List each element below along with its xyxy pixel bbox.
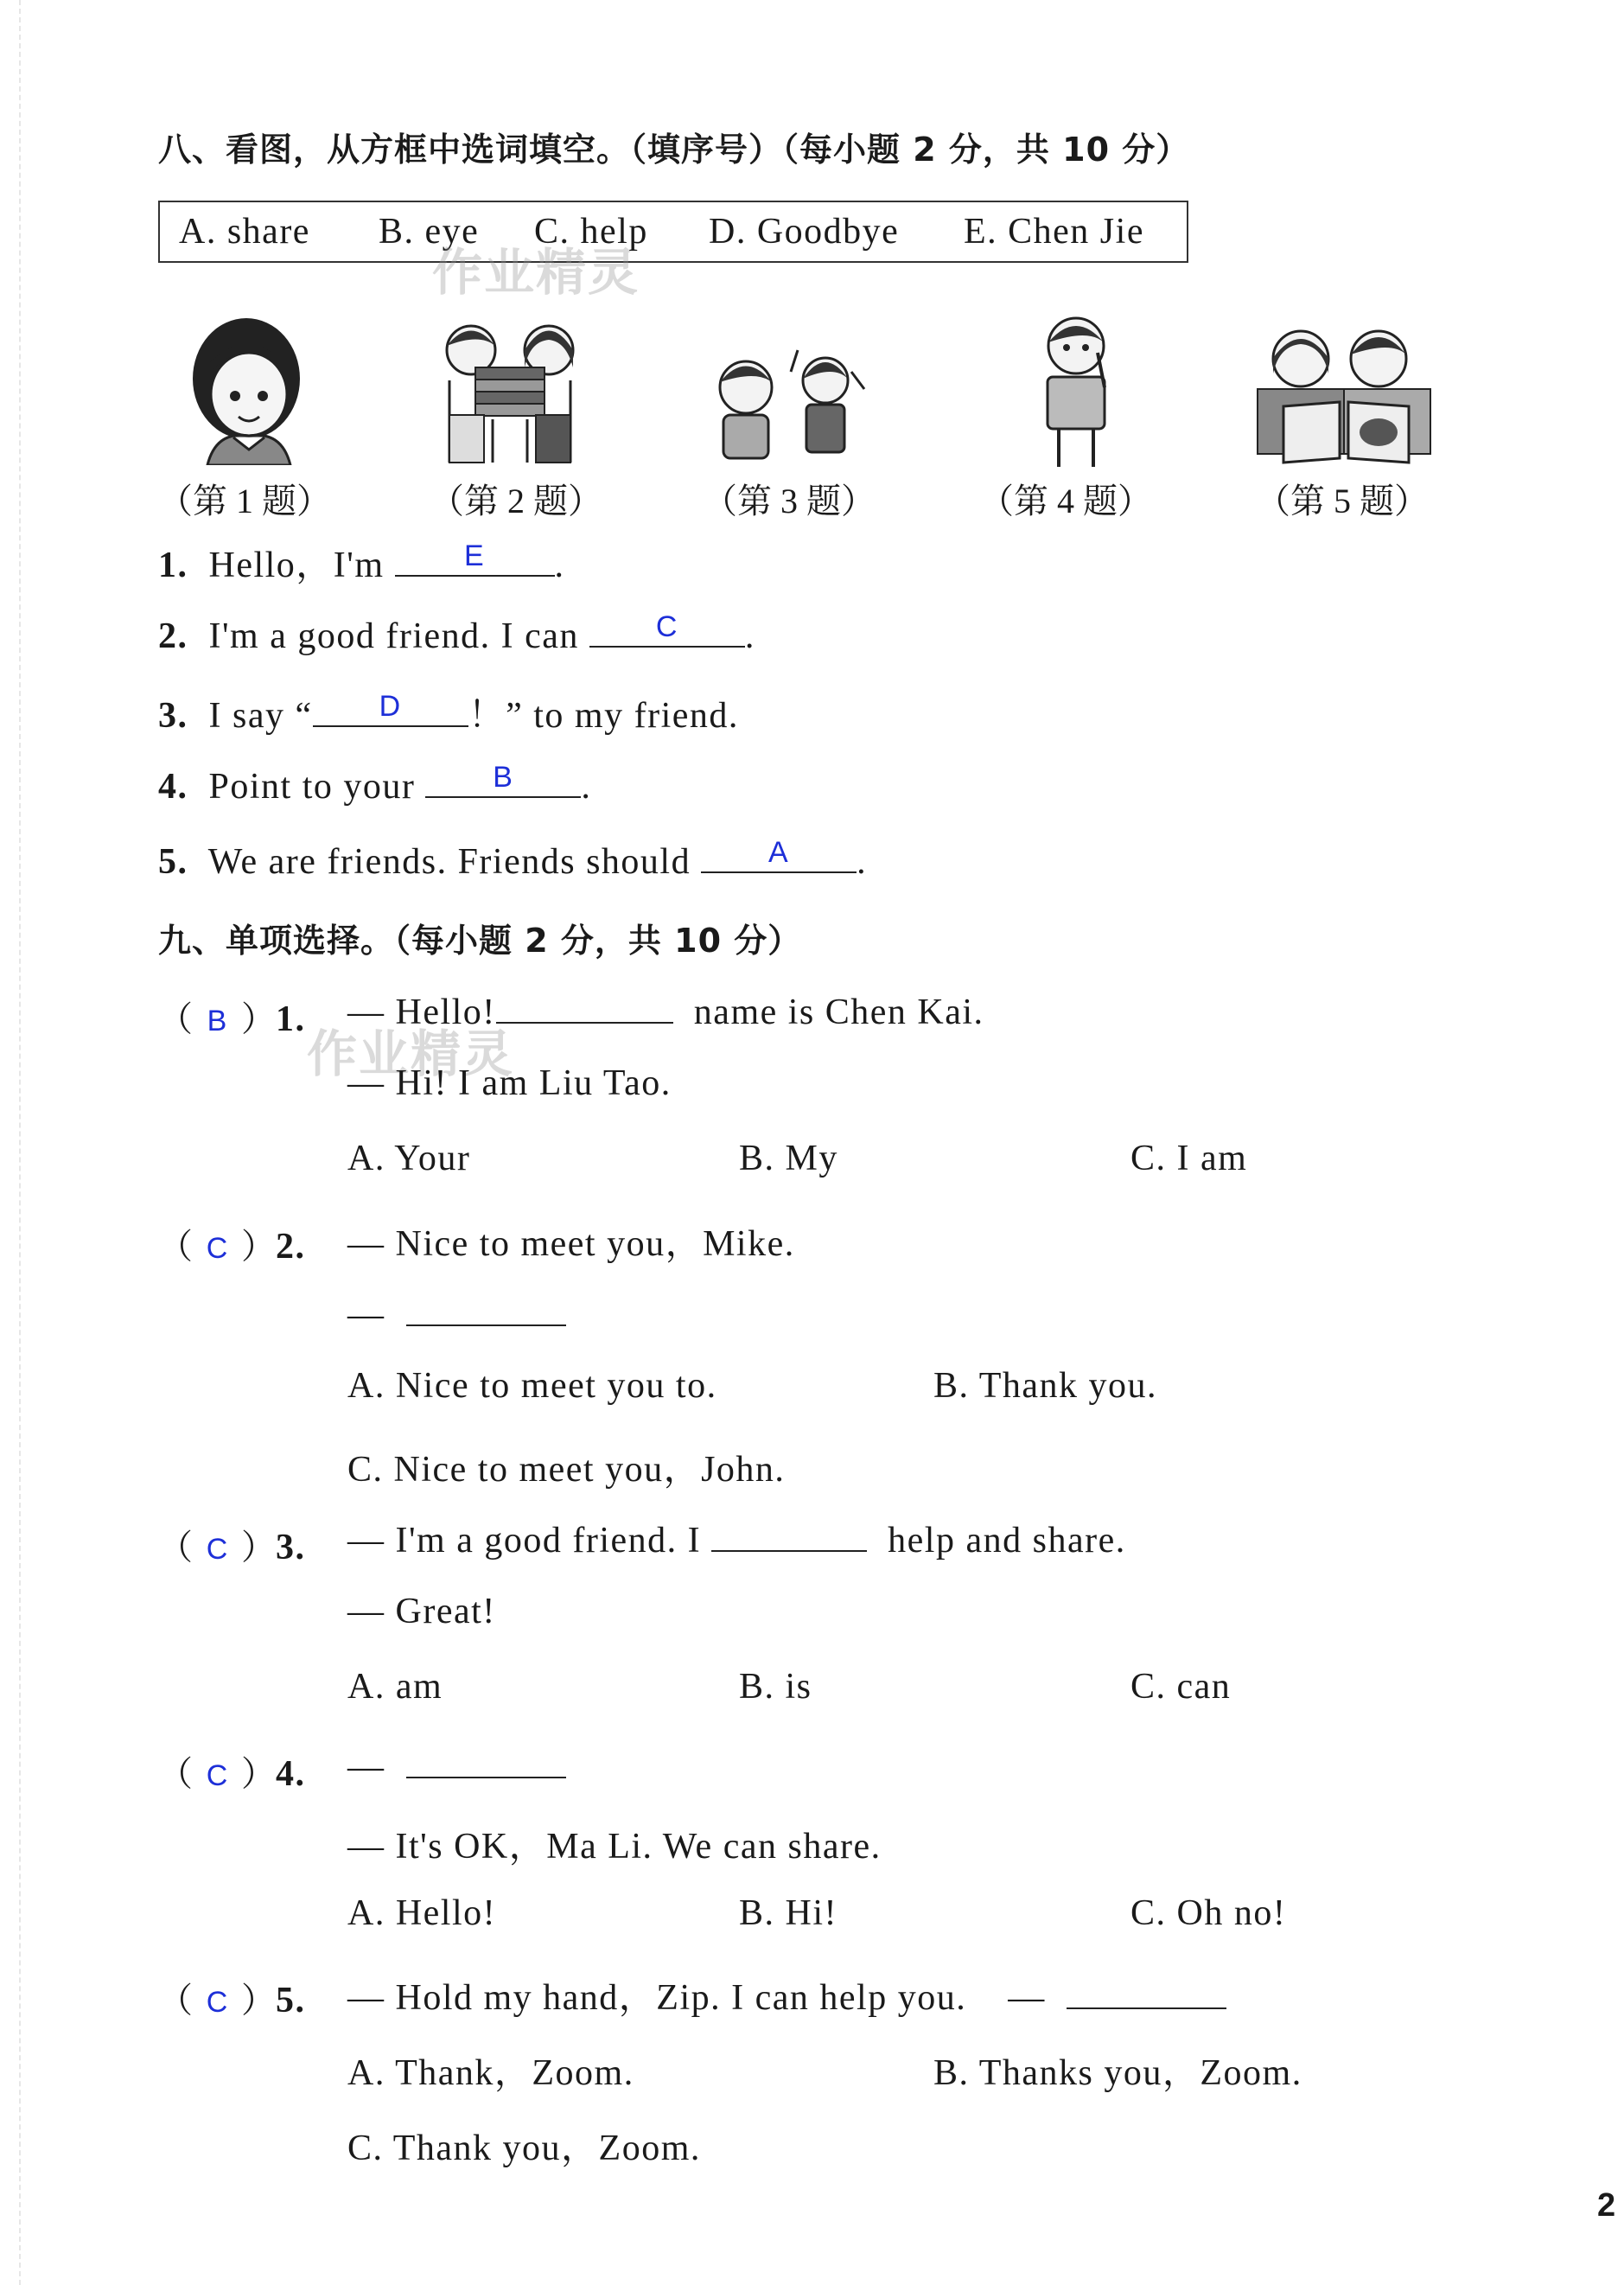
q5-line-1: — Hold my hand，Zip. I can help you. —	[347, 1969, 1226, 2020]
caption-q2: （第 2 题）	[430, 482, 602, 520]
watermark: 作业精灵	[432, 243, 640, 302]
section-9-title: 九、单项选择。（每小题 2 分，共 10 分）	[158, 922, 802, 960]
q5-option-c[interactable]: C. Thank you，Zoom.	[347, 2129, 701, 2168]
q2-option-a[interactable]: A. Nice to meet you to.	[347, 1366, 717, 1406]
q3-line-1: — I'm a good friend. I help and share.	[347, 1516, 1126, 1561]
boy-pointing-eye-image	[1029, 310, 1124, 469]
s8-item-4: 4. Point to your B .	[158, 761, 592, 807]
page-number: 2	[1597, 2187, 1616, 2224]
q2-line-1: — Nice to meet you，Mike.	[347, 1224, 795, 1264]
q1-line-1: — Hello! name is Chen Kai.	[347, 987, 984, 1033]
q2-option-c[interactable]: C. Nice to meet you，John.	[347, 1450, 786, 1490]
option-c: C. help	[534, 212, 648, 252]
s8-item-5: 5. We are friends. Friends should A .	[158, 836, 868, 882]
caption-q3: （第 3 题）	[703, 482, 876, 520]
q4-answer-slot[interactable]: （ C ）4.	[158, 1754, 306, 1794]
q3-option-b[interactable]: B. is	[739, 1667, 812, 1707]
q1-answer-slot[interactable]: （ B ）1.	[158, 999, 306, 1039]
s8-item-1: 1. Hello，I'm E .	[158, 539, 565, 585]
option-d: D. Goodbye	[709, 212, 900, 252]
q1-option-a[interactable]: A. Your	[347, 1139, 471, 1178]
q3-option-a[interactable]: A. am	[347, 1667, 443, 1707]
q4-option-c[interactable]: C. Oh no!	[1130, 1893, 1287, 1933]
answer-blank[interactable]	[406, 1290, 566, 1326]
q4-option-b[interactable]: B. Hi!	[739, 1893, 837, 1933]
s8-item-3: 3. I say “ D ！” to my friend.	[158, 690, 739, 736]
q2-answer-slot[interactable]: （ C ）2.	[158, 1227, 306, 1267]
q2-option-b[interactable]: B. Thank you.	[933, 1366, 1158, 1406]
answer-blank[interactable]: A	[701, 837, 857, 873]
q1-option-c[interactable]: C. I am	[1130, 1139, 1248, 1178]
caption-q4: （第 4 题）	[979, 482, 1152, 520]
q4-option-a[interactable]: A. Hello!	[347, 1893, 497, 1933]
option-e: E. Chen Jie	[964, 212, 1144, 252]
answer-blank[interactable]	[1067, 1973, 1226, 2009]
girl-portrait-image	[182, 310, 311, 465]
word-options-box	[158, 201, 1188, 263]
q5-option-a[interactable]: A. Thank，Zoom.	[347, 2053, 634, 2093]
option-a: A. share	[179, 212, 310, 252]
q3-option-c[interactable]: C. can	[1130, 1667, 1232, 1707]
q2-line-2: —	[347, 1290, 566, 1336]
answer-blank[interactable]	[496, 987, 673, 1024]
kids-sharing-books-image	[428, 316, 592, 467]
answer-blank[interactable]	[406, 1742, 566, 1778]
section-8-title: 八、看图，从方框中选词填空。（填序号）（每小题 2 分，共 10 分）	[158, 131, 1190, 169]
option-b: B. eye	[379, 212, 480, 252]
answer-blank[interactable]	[711, 1516, 867, 1552]
answer-blank[interactable]: D	[313, 691, 468, 727]
watermark: 作业精灵	[307, 1024, 515, 1083]
q4-line-2: — It's OK，Ma Li. We can share.	[347, 1827, 882, 1867]
q1-line-2: — Hi! I am Liu Tao.	[347, 1063, 672, 1103]
fold-line	[19, 0, 22, 2285]
answer-blank[interactable]: E	[395, 540, 555, 577]
answer-blank[interactable]: C	[589, 611, 745, 648]
kids-waving-image	[704, 346, 886, 467]
q1-option-b[interactable]: B. My	[739, 1139, 838, 1178]
q5-option-b[interactable]: B. Thanks you，Zoom.	[933, 2053, 1302, 2093]
q3-line-2: — Great!	[347, 1592, 496, 1631]
q4-line-1: —	[347, 1742, 566, 1788]
caption-q5: （第 5 题）	[1256, 482, 1429, 520]
answer-blank[interactable]: B	[425, 762, 581, 798]
q5-answer-slot[interactable]: （ C ）5.	[158, 1981, 306, 2020]
kids-reading-book-image	[1249, 320, 1435, 467]
caption-q1: （第 1 题）	[158, 482, 331, 520]
s8-item-2: 2. I'm a good friend. I can C .	[158, 610, 755, 656]
q3-answer-slot[interactable]: （ C ）3.	[158, 1528, 306, 1567]
